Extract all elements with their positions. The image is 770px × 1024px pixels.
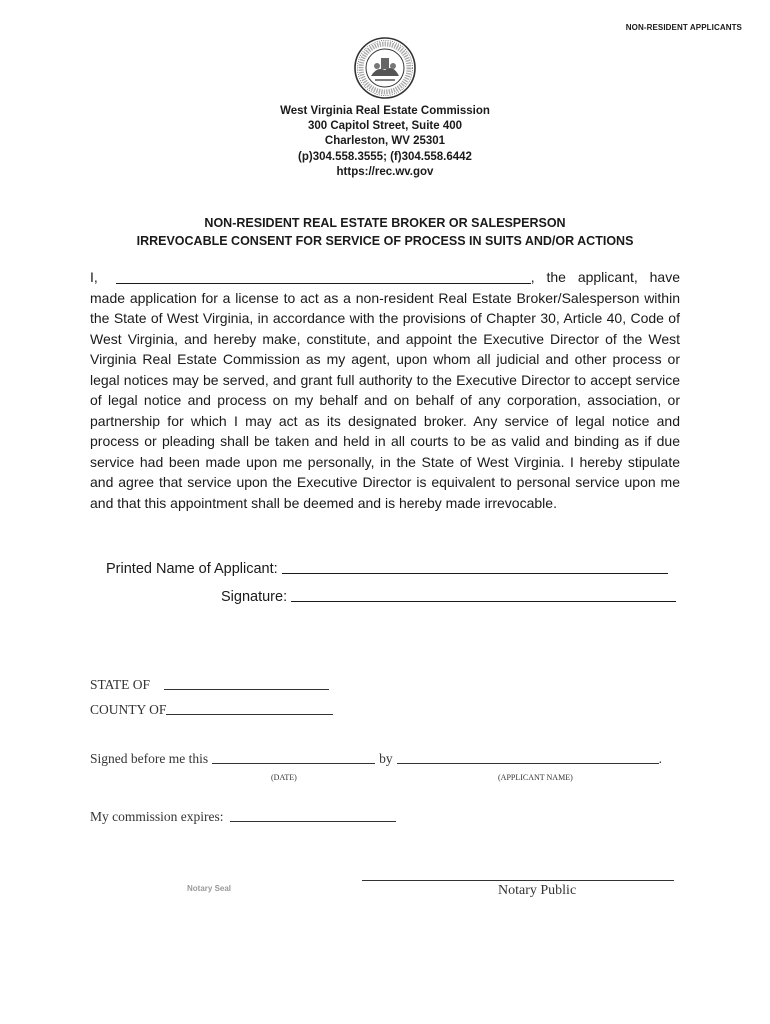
paragraph-prefix: I, [90,269,98,285]
applicant-name-blank[interactable] [116,269,531,284]
commission-name: West Virginia Real Estate Commission [280,105,490,117]
form-title-line-2: IRREVOCABLE CONSENT FOR SERVICE OF PROCESS IN SUITS AND/OR ACTIONS [136,234,634,248]
date-caption: (DATE) [271,773,297,782]
state-field[interactable] [164,688,329,690]
printed-name-label: Printed Name of Applicant: [106,561,278,577]
applicant-name-caption: (APPLICANT NAME) [498,773,573,782]
commission-expires-field[interactable] [230,820,396,822]
period: . [658,751,662,766]
date-field[interactable] [212,762,375,764]
address-line-1: 300 Capitol Street, Suite 400 [307,120,463,133]
form-title [0,214,770,250]
by-label: by [379,751,393,766]
form-title-line-1: NON-RESIDENT REAL ESTATE BROKER OR SALESPERSON [204,216,566,230]
commission-address-block [0,104,770,180]
form-type-tag: NON-RESIDENT APPLICANTS [625,23,742,32]
commission-row [90,809,396,825]
state-row [90,677,329,693]
address-line-2: Charleston, WV 25301 [324,135,446,148]
printed-name-row [106,561,668,577]
county-field[interactable] [166,713,333,715]
county-label: COUNTY OF [90,702,167,717]
state-seal-icon [353,36,417,100]
notary-seal-label: Notary Seal [187,884,232,893]
signature-row [221,589,676,605]
notary-public-label: Notary Public [498,883,577,898]
applicant-name-field[interactable] [397,762,659,764]
phone-fax: (p)304.558.3555; (f)304.558.6442 [298,150,472,163]
commission-label: My commission expires: [90,809,224,824]
signature-field[interactable] [291,600,676,602]
signature-label: Signature: [221,589,288,605]
state-label: STATE OF [90,677,151,692]
consent-paragraph [90,267,680,513]
website-url: https://rec.wv.gov [336,165,434,178]
signed-before-label: Signed before me this [90,751,209,766]
county-row [90,702,333,718]
paragraph-body: , the applicant, have made application for a license to act as a non-resident Real Estate Broker/Salesperson within the State of West Virginia, in accordance with the provisions of Chapter 30, Article 40, Code of West Virginia, and hereby make, constitute, and appoint the Executive Director of the West Virginia Real Estate Commission as my agent, upon whom all judicial and other process or legal notices may be served, and grant full authority to the Executive Director to accept service of legal notice and process on my behalf and on behalf of any corporation, association, or partnership for which I may act as its designated broker. Any service of legal notice and process or pleading shall be taken and held in all courts to be as valid and binding as if due service had been made upon me personally, in the State of West Virginia. I hereby stipulate and agree that service upon the Executive Director is equivalent to personal service upon me and that this appointment shall be deemed and is hereby made irrevocable. [90,269,681,511]
notary-signature-line[interactable] [362,880,674,881]
signed-before-row [90,751,662,767]
printed-name-field[interactable] [282,572,668,574]
